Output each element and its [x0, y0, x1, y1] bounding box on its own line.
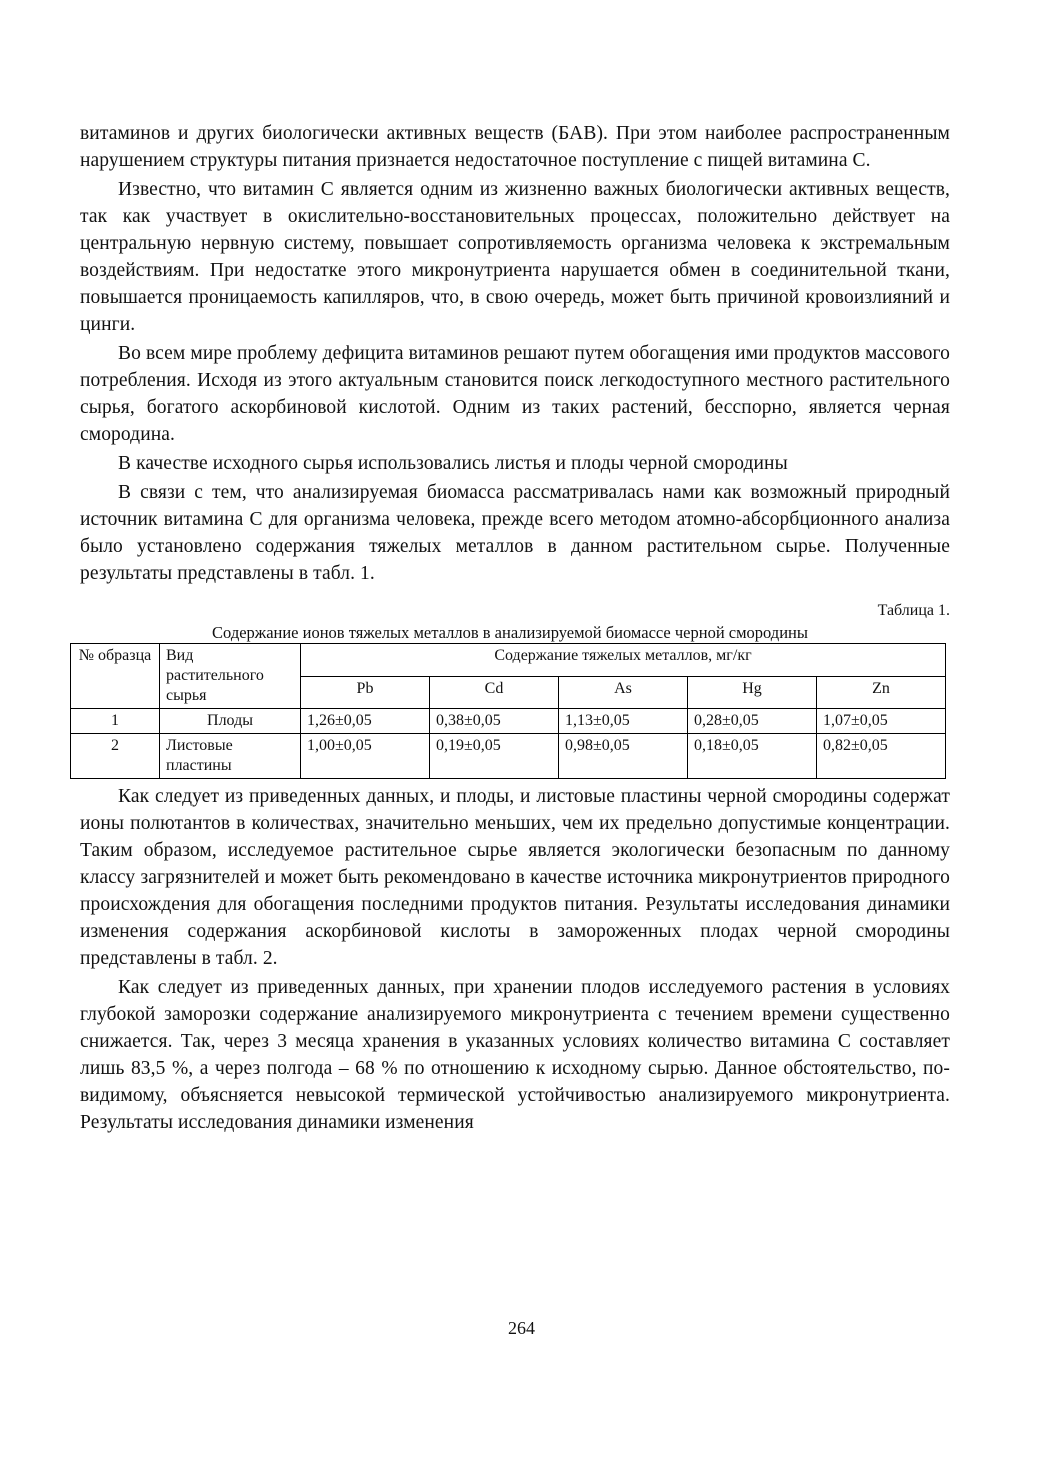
table-title: Содержание ионов тяжелых металлов в анализируемой биомассе черной смородины: [212, 623, 808, 642]
paragraph-4: В качестве исходного сырья использовались листья и плоды черной смородины: [118, 453, 788, 474]
header-metal: Hg: [688, 676, 817, 709]
table-row: [71, 709, 946, 734]
paragraph-2: Известно, что витамин С является одним из жизненно важных биологически активных веществ, так как участвует в окислительно-восстановительных процессах, положительно действует на центральную нервную систему, повышает сопротивляемость организма человека к экстремальным воздействиям. При недостатке этого микронутриента нарушается обмен в соединительной ткани, повышается проницаемость капилляров, что, в свою очередь, может быть причиной кровоизлияний и цинги.: [80, 179, 950, 335]
header-metal: Zn: [817, 676, 946, 709]
paragraph-3: Во всем мире проблему дефицита витаминов решают путем обогащения ими продуктов массового потребления. Исходя из этого актуальным становится поиск легкодоступного местного растительного сырья, богатого аскорбиновой кислотой. Одним из таких растений, бесспорно, является черная смородина.: [80, 343, 950, 445]
paragraph-5: В связи с тем, что анализируемая биомасса рассматривалась нами как возможный природный источник витамина С для организма человека, прежде всего методом атомно-абсорбционного анализа было установлено содержания тяжелых металлов в данном растительном сырье. Полученные результаты представлены в табл. 1.: [80, 482, 950, 584]
header-metal-content: Содержание тяжелых металлов, мг/кг: [301, 644, 946, 677]
header-raw-type: Вид растительного сырья: [160, 644, 301, 709]
document-page: [80, 120, 950, 1136]
header-metal: As: [559, 676, 688, 709]
paragraph-1: витаминов и других биологически активных веществ (БАВ). При этом наиболее распространенным нарушением структуры питания признается недостаточное поступление с пищей витамина С.: [80, 123, 950, 171]
page-number: 264: [508, 1318, 535, 1338]
cell-raw-type: Листовые пластины: [160, 734, 301, 779]
table-label: Таблица 1.: [877, 602, 950, 619]
cell-sample-no: 1: [71, 709, 160, 734]
cell-raw-type: Плоды: [160, 709, 301, 734]
cell-value: 0,19±0,05: [430, 734, 559, 779]
cell-value: 0,98±0,05: [559, 734, 688, 779]
cell-value: 0,18±0,05: [688, 734, 817, 779]
table-row: [71, 734, 946, 779]
cell-value: 1,00±0,05: [301, 734, 430, 779]
cell-value: 0,38±0,05: [430, 709, 559, 734]
cell-value: 0,82±0,05: [817, 734, 946, 779]
cell-value: 1,26±0,05: [301, 709, 430, 734]
table-header-row: [71, 644, 946, 677]
cell-sample-no: 2: [71, 734, 160, 779]
metals-table: [70, 643, 946, 779]
paragraph-7: Как следует из приведенных данных, при хранении плодов исследуемого растения в условиях глубокой заморозки содержание анализируемого микронутриента с течением времени существенно снижается. Так, через 3 месяца хранения в указанных условиях количество витамина С составляет лишь 83,5 %, а через полгода – 68 % по отношению к исходному сырью. Данное обстоятельство, по-видимому, объясняется невысокой термической устойчивостью анализируемого микронутриента. Результаты исследования динамики изменения: [80, 977, 950, 1133]
cell-value: 0,28±0,05: [688, 709, 817, 734]
header-sample-no: № образца: [71, 644, 160, 709]
cell-value: 1,07±0,05: [817, 709, 946, 734]
paragraph-6: Как следует из приведенных данных, и плоды, и листовые пластины черной смородины содержат ионы полютантов в количествах, значительно меньших, чем их предельно допустимые концентрации. Таким образом, исследуемое растительное сырье является экологически безопасным по данному классу загрязнителей и может быть рекомендовано в качестве источника микронутриентов природного происхождения для обогащения последними продуктов питания. Результаты исследования динамики изменения содержания аскорбиновой кислоты в замороженных плодах черной смородины представлены в табл. 2.: [80, 786, 950, 969]
header-metal: Cd: [430, 676, 559, 709]
header-metal: Pb: [301, 676, 430, 709]
cell-value: 1,13±0,05: [559, 709, 688, 734]
